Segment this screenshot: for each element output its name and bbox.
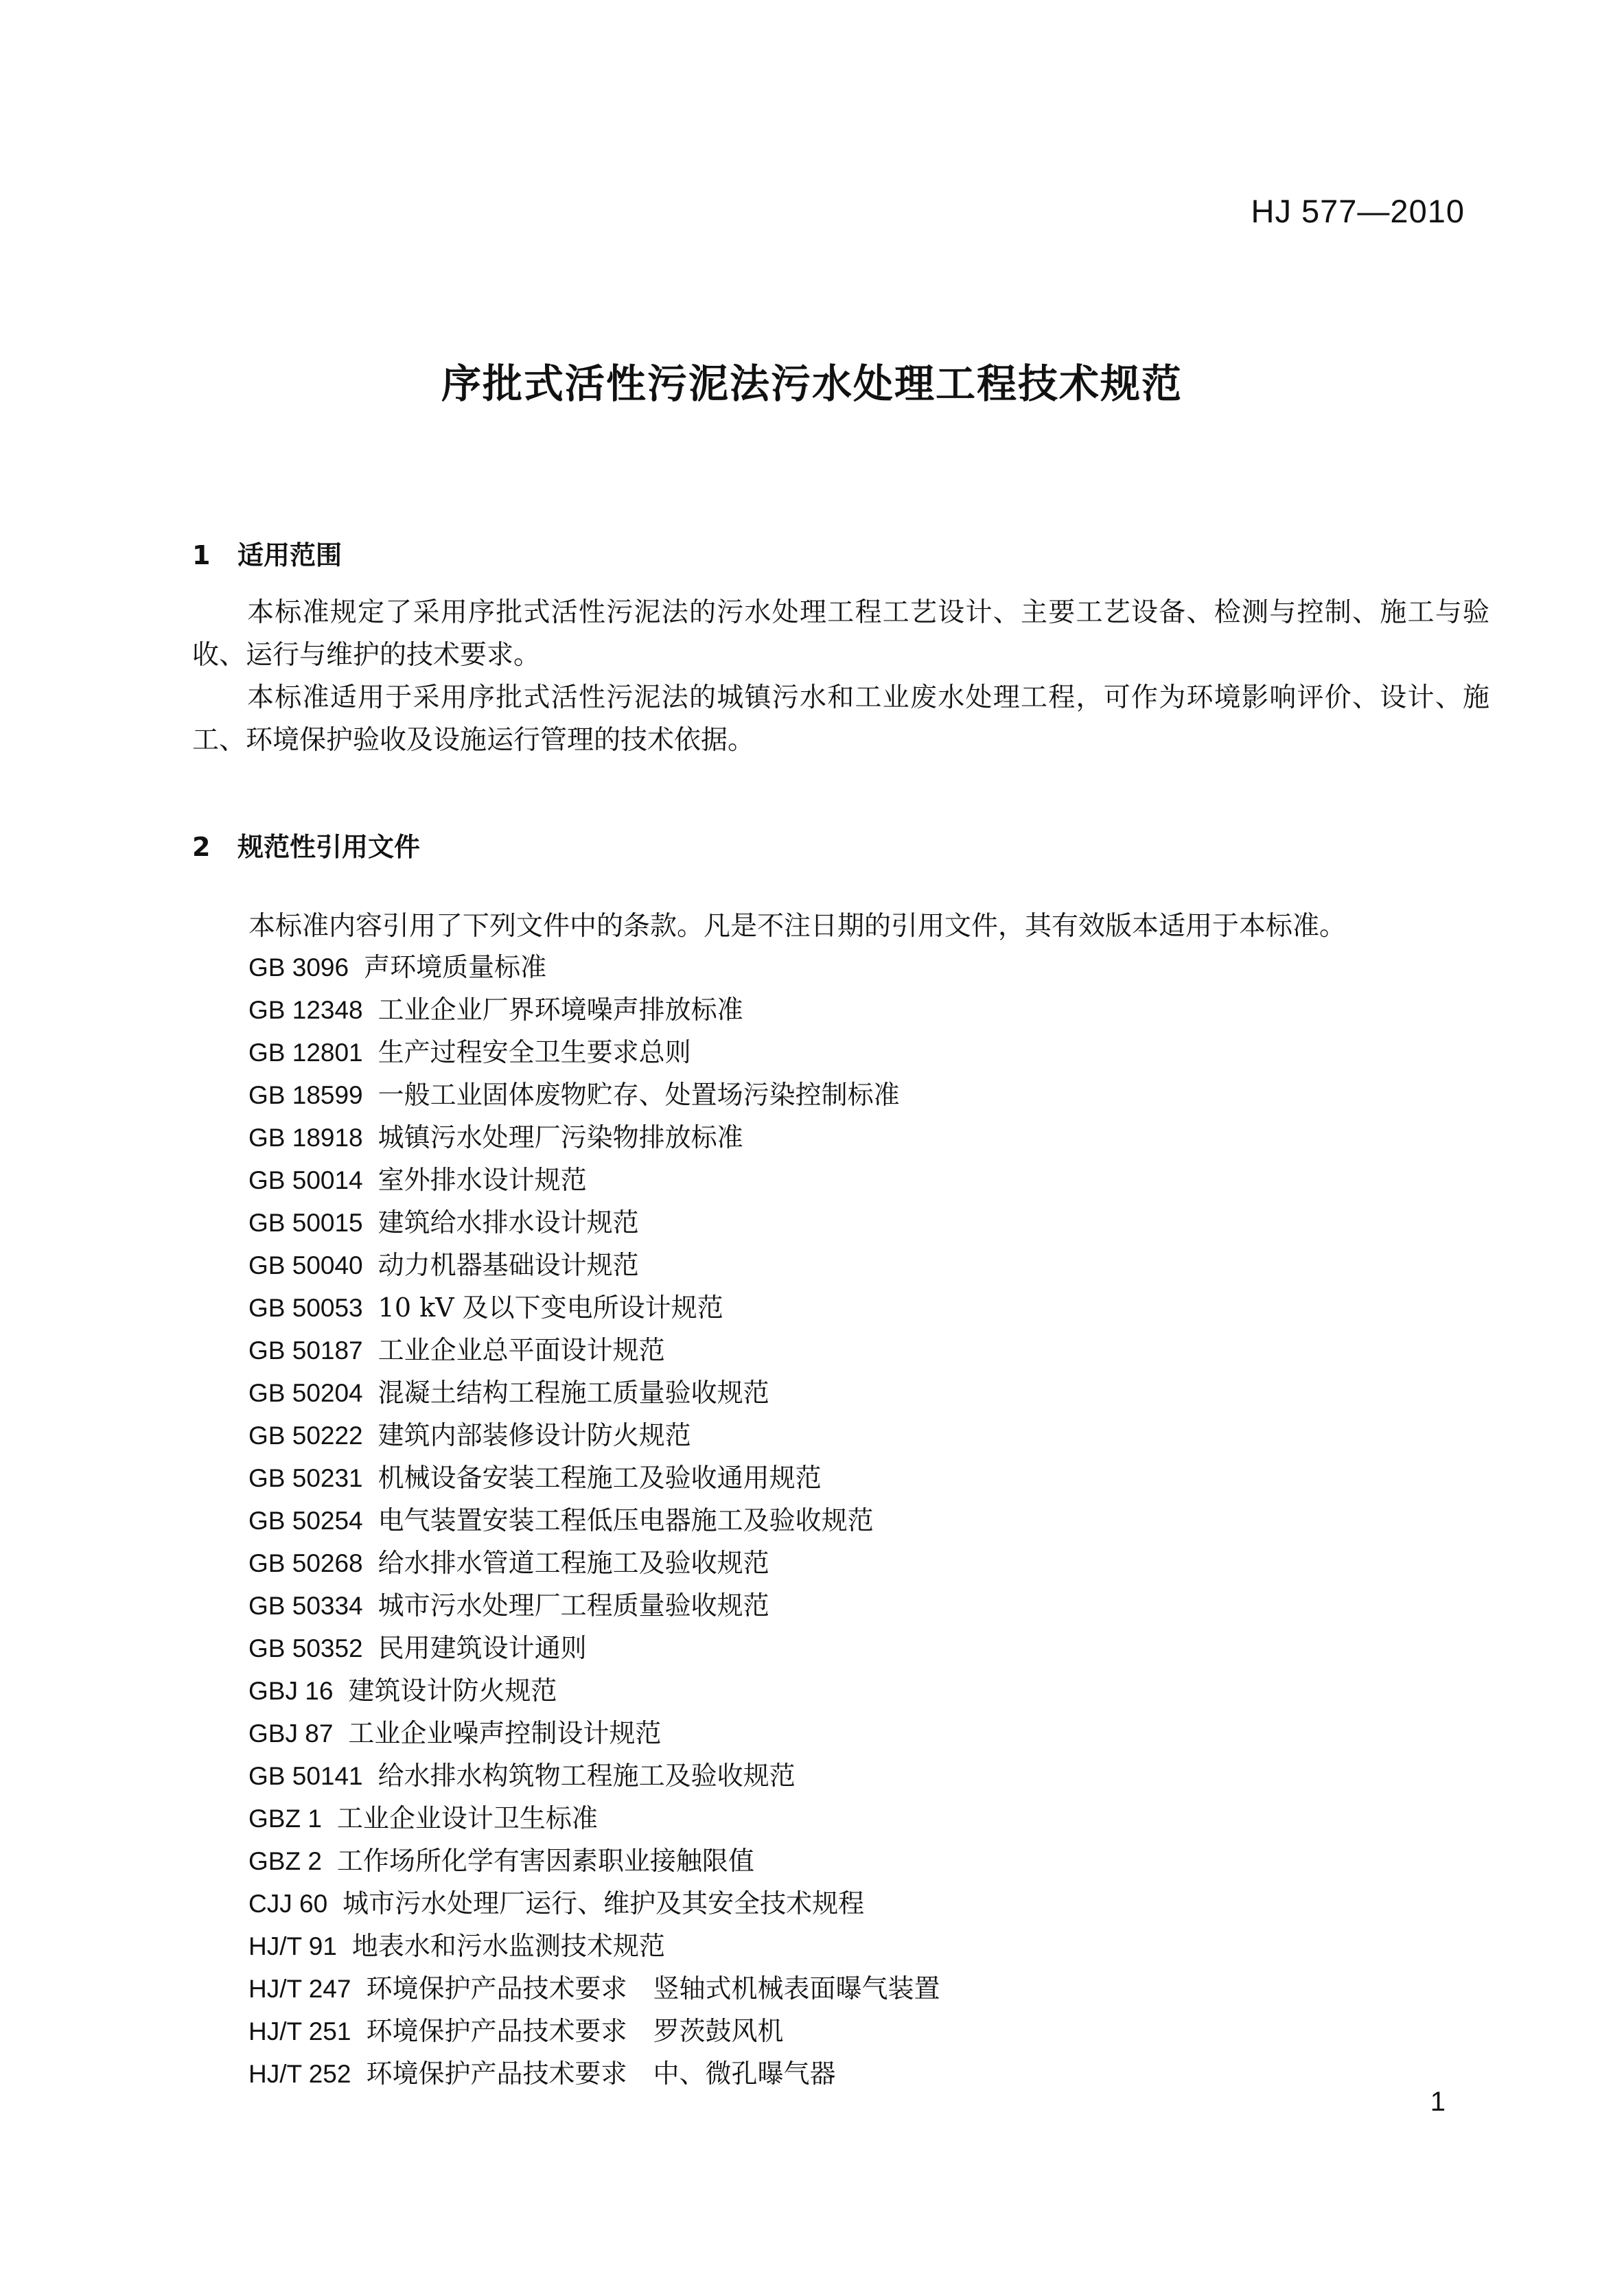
reference-code: HJ/T 247 [248, 1975, 351, 2003]
reference-title: 环境保护产品技术要求 竖轴式机械表面曝气装置 [366, 1973, 940, 2004]
reference-code: GB 50014 [248, 1166, 363, 1194]
reference-item [248, 1116, 940, 1159]
reference-list [248, 946, 940, 2095]
reference-code: GBZ 1 [248, 1805, 322, 1833]
scope-paragraph: 本标准规定了采用序批式活性污泥法的污水处理工程工艺设计、主要工艺设备、检测与控制、施工与验收、运行与维护的技术要求。 [192, 597, 1489, 671]
reference-code: HJ/T 91 [248, 1932, 337, 1960]
reference-item [248, 1201, 940, 1244]
standard-code: HJ 577—2010 [1251, 193, 1465, 229]
section-1-heading [192, 534, 342, 572]
reference-item [248, 1159, 940, 1201]
reference-title: 城镇污水处理厂污染物排放标准 [378, 1122, 743, 1152]
reference-title: 工作场所化学有害因素职业接触限值 [336, 1846, 754, 1876]
reference-code: GB 50334 [248, 1592, 363, 1620]
reference-item [248, 1882, 940, 1925]
reference-code: GB 50015 [248, 1209, 363, 1237]
reference-code: GB 50352 [248, 1634, 363, 1662]
reference-code: HJ/T 251 [248, 2017, 351, 2045]
reference-code: GBZ 2 [248, 1847, 322, 1875]
reference-title: 建筑给水排水设计规范 [378, 1207, 639, 1238]
reference-item [248, 1754, 940, 1797]
reference-title: 民用建筑设计通则 [378, 1633, 587, 1663]
reference-code: GB 50268 [248, 1549, 363, 1577]
reference-title: 一般工业固体废物贮存、处置场污染控制标准 [378, 1080, 900, 1110]
reference-title: 工业企业厂界环境噪声排放标准 [378, 995, 743, 1025]
reference-item [248, 1244, 940, 1286]
reference-title: 城市污水处理厂运行、维护及其安全技术规程 [343, 1888, 865, 1918]
reference-code: GB 50204 [248, 1379, 363, 1407]
reference-code: GB 50187 [248, 1336, 363, 1365]
reference-item [248, 1457, 940, 1499]
reference-code: GB 50053 [248, 1294, 363, 1322]
reference-code: GBJ 87 [248, 1719, 334, 1748]
reference-title: 城市污水处理厂工程质量验收规范 [378, 1590, 769, 1621]
reference-title: 生产过程安全卫生要求总则 [378, 1037, 691, 1067]
reference-title: 工业企业设计卫生标准 [336, 1803, 598, 1833]
reference-title: 地表水和污水监测技术规范 [351, 1931, 665, 1961]
reference-code: GB 50141 [248, 1762, 363, 1790]
reference-item [248, 1414, 940, 1457]
reference-title: 工业企业噪声控制设计规范 [348, 1718, 662, 1748]
reference-item [248, 1797, 940, 1840]
reference-code: GB 12801 [248, 1039, 363, 1067]
section-title: 适用范围 [237, 540, 343, 570]
section-number: 1 [192, 540, 211, 570]
page-number: 1 [1430, 2087, 1446, 2117]
reference-code: GB 18918 [248, 1124, 363, 1152]
reference-title: 混凝土结构工程施工质量验收规范 [378, 1378, 769, 1408]
reference-title: 建筑设计防火规范 [348, 1675, 557, 1706]
reference-code: CJJ 60 [248, 1890, 328, 1918]
reference-title: 给水排水构筑物工程施工及验收规范 [378, 1761, 796, 1791]
section-number: 2 [192, 832, 211, 862]
reference-item [248, 2010, 940, 2052]
section-2-heading [192, 826, 420, 863]
reference-code: GBJ 16 [248, 1677, 334, 1705]
reference-item [248, 1840, 940, 1882]
reference-item [248, 946, 940, 988]
reference-item [248, 1031, 940, 1074]
reference-item [248, 1542, 940, 1584]
reference-code: GB 50231 [248, 1464, 363, 1492]
reference-title: 工业企业总平面设计规范 [378, 1335, 665, 1365]
reference-item [248, 1627, 940, 1669]
reference-item [248, 1371, 940, 1414]
reference-item [248, 988, 940, 1031]
reference-title: 环境保护产品技术要求 罗茨鼓风机 [366, 2016, 784, 2046]
reference-code: GB 12348 [248, 996, 363, 1024]
document-title: 序批式活性污泥法污水处理工程技术规范 [441, 360, 1183, 407]
scope-paragraph: 本标准适用于采用序批式活性污泥法的城镇污水和工业废水处理工程，可作为环境影响评价、设计、施工、环境保护验收及设施运行管理的技术依据。 [192, 682, 1489, 756]
reference-title: 建筑内部装修设计防火规范 [378, 1420, 691, 1450]
reference-title: 室外排水设计规范 [378, 1165, 587, 1195]
reference-title: 环境保护产品技术要求 中、微孔曝气器 [366, 2059, 836, 2089]
reference-item [248, 1669, 940, 1712]
reference-item [248, 1329, 940, 1371]
reference-item [248, 1499, 940, 1542]
reference-title: 声环境质量标准 [364, 952, 547, 982]
reference-code: GB 3096 [248, 953, 349, 982]
reference-item [248, 1286, 940, 1329]
reference-title: 10 kV 及以下变电所设计规范 [378, 1292, 723, 1323]
references-intro: 本标准内容引用了下列文件中的条款。凡是不注日期的引用文件，其有效版本适用于本标准。 [248, 911, 1347, 942]
reference-item [248, 1967, 940, 2010]
reference-code: GB 50254 [248, 1507, 363, 1535]
reference-item [248, 1925, 940, 1967]
reference-code: HJ/T 252 [248, 2060, 351, 2088]
reference-item [248, 1584, 940, 1627]
reference-code: GB 50222 [248, 1422, 363, 1450]
reference-item [248, 1712, 940, 1754]
reference-code: GB 50040 [248, 1251, 363, 1279]
reference-item [248, 1074, 940, 1116]
section-title: 规范性引用文件 [237, 832, 421, 862]
reference-title: 动力机器基础设计规范 [378, 1250, 639, 1280]
reference-code: GB 18599 [248, 1081, 363, 1109]
reference-item [248, 2052, 940, 2095]
reference-title: 机械设备安装工程施工及验收通用规范 [378, 1463, 822, 1493]
reference-title: 给水排水管道工程施工及验收规范 [378, 1548, 769, 1578]
reference-title: 电气装置安装工程低压电器施工及验收规范 [378, 1505, 874, 1535]
